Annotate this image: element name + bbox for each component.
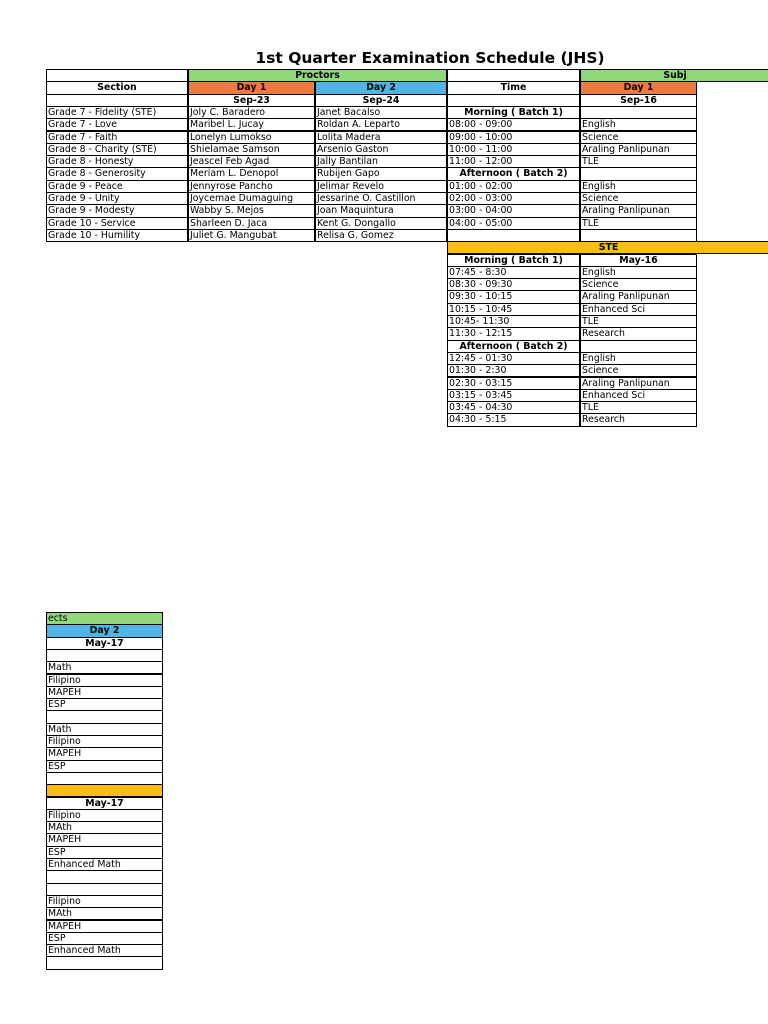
subject-day2: ESP [46,760,163,773]
time-slot: 12:45 - 01:30 [447,352,580,365]
proctor-day1-name: Juliet G. Mangubat [188,229,315,242]
time-slot: 09:30 - 10:15 [447,290,580,303]
subject-day1: Araling Panlipunan [580,204,697,217]
subject-day2: Filipino [46,674,163,687]
subject-day2-date: May-17 [46,637,163,650]
time-slot: 03:00 - 04:00 [447,204,580,217]
proctor-day2-name: Roldan A. Leparto [315,118,447,131]
proctor-day2-name: Relisa G. Gomez [315,229,447,242]
section-name: Grade 10 - Service [46,217,188,230]
proctor-day1-name: Jennyrose Pancho [188,180,315,193]
ste-subject-day2: Enhanced Math [46,858,163,871]
ste-subject-day1: English [580,266,697,279]
time-slot: 03:15 - 03:45 [447,389,580,402]
time-slot: 02:00 - 03:00 [447,192,580,205]
ste-day1-date: May-16 [580,254,697,267]
ste-subject-day1: Enhanced Sci [580,303,697,316]
ste-subject-day2 [46,956,163,969]
subject-day1: TLE [580,155,697,168]
section-name: Grade 8 - Honesty [46,155,188,168]
time-slot: 10:00 - 11:00 [447,143,580,156]
subject-day2: Math [46,661,163,674]
subject-day2: Filipino [46,735,163,748]
proctor-day1-name: Maribel L. Jucay [188,118,315,131]
subject-day1 [580,229,697,242]
section-name: Grade 7 - Love [46,118,188,131]
section-name: Grade 8 - Charity (STE) [46,143,188,156]
subject-day2: MAPEH [46,686,163,699]
page-title: 1st Quarter Examination Schedule (JHS) [255,49,605,67]
time-slot: 09:00 - 10:00 [447,131,580,144]
proctor-day2-header: Day 2 [315,81,447,94]
subject-day1: English [580,118,697,131]
time-slot: 10:45- 11:30 [447,315,580,328]
batch-header: Afternoon ( Batch 2) [447,340,580,353]
ste-subject-day1: TLE [580,401,697,414]
ste-subject-day1: TLE [580,315,697,328]
proctor-day1-name: Shielamae Samson [188,143,315,156]
ste-header-cont [46,784,163,797]
proctor-day2-name: Arsenio Gaston [315,143,447,156]
proctor-day1-name: Jeascel Feb Agad [188,155,315,168]
time-slot: 11:30 - 12:15 [447,327,580,340]
proctor-day1-name: Sharleen D. Jaca [188,217,315,230]
time-slot: 11:00 - 12:00 [447,155,580,168]
ste-subject-day1: English [580,352,697,365]
section-header: Section [46,81,188,94]
empty-cell [46,69,188,82]
subject-day1: Science [580,192,697,205]
ste-subject-day2: MAth [46,821,163,834]
ste-subject-day1: Araling Panlipunan [580,377,697,390]
time-slot: 01:00 - 02:00 [447,180,580,193]
proctor-day2-name: Joan Maquintura [315,204,447,217]
subject-day2: Math [46,723,163,736]
time-header: Time [447,81,580,94]
time-slot: 03:45 - 04:30 [447,401,580,414]
ste-subject-day2: Enhanced Math [46,944,163,957]
subject-day1: Araling Panlipunan [580,143,697,156]
ste-header: STE [447,241,768,254]
ste-subject-day2: Filipino [46,809,163,822]
proctor-day2-name: Janet Bacalso [315,106,447,119]
ste-subject-day1: Enhanced Sci [580,389,697,402]
time-slot: 08:30 - 09:30 [447,278,580,291]
subject-day2 [46,649,163,662]
subject-day1: English [580,180,697,193]
subject-day2-header: Day 2 [46,624,163,637]
ste-subject-day2: MAPEH [46,833,163,846]
ste-subject-day2 [46,870,163,883]
section-name: Grade 9 - Unity [46,192,188,205]
empty-cell [447,69,580,82]
subject-day1 [580,106,697,119]
time-slot: 04:30 - 5:15 [447,413,580,426]
ste-subject-day1: Research [580,327,697,340]
subject-day2 [46,772,163,785]
time-slot: 07:45 - 8:30 [447,266,580,279]
subject-day2 [46,710,163,723]
ste-subject-day1: Araling Panlipunan [580,290,697,303]
proctor-day1-name: Joycemae Dumaguing [188,192,315,205]
section-name: Grade 7 - Fidelity (STE) [46,106,188,119]
ste-morning-spacer: Morning ( Batch 1) [447,254,580,267]
proctor-day2-date: Sep-24 [315,94,447,107]
ste-subject-day1 [580,340,697,353]
ste-subject-day2: Filipino [46,895,163,908]
ste-subject-day2: ESP [46,846,163,859]
subject-day2: MAPEH [46,747,163,760]
proctor-day1-date: Sep-23 [188,94,315,107]
ste-subject-day1: Science [580,278,697,291]
section-name: Grade 8 - Generosity [46,167,188,180]
section-name: Grade 10 - Humility [46,229,188,242]
proctor-day1-header: Day 1 [188,81,315,94]
proctor-day1-name: Joly C. Baradero [188,106,315,119]
subject-day1-header: Day 1 [580,81,697,94]
batch-header: Afternoon ( Batch 2) [447,167,580,180]
section-name: Grade 7 - Faith [46,131,188,144]
ste-subject-day1: Science [580,364,697,377]
proctor-day2-name: Rubijen Gapo [315,167,447,180]
proctor-day1-name: Lonelyn Lumokso [188,131,315,144]
section-name: Grade 9 - Peace [46,180,188,193]
batch-header: Morning ( Batch 1) [447,106,580,119]
time-slot: 01:30 - 2:30 [447,364,580,377]
proctor-day2-name: Lolita Madera [315,131,447,144]
ste-subject-day2: MAPEH [46,920,163,933]
section-name: Grade 9 - Modesty [46,204,188,217]
time-slot: 02:30 - 03:15 [447,377,580,390]
subject-day1 [580,167,697,180]
proctor-day2-name: Jessarine O. Castillon [315,192,447,205]
subject-day1: Science [580,131,697,144]
proctor-day2-name: Jally Bantilan [315,155,447,168]
time-slot [447,229,580,242]
proctors-header: Proctors [188,69,447,82]
subjects-header-cont: ects [46,612,163,625]
subject-day2: ESP [46,698,163,711]
ste-subject-day2 [46,883,163,896]
subject-day1: TLE [580,217,697,230]
ste-subject-day2: MAth [46,907,163,920]
proctor-day2-name: Kent G. Dongallo [315,217,447,230]
proctor-day2-name: Jelimar Revelo [315,180,447,193]
ste-subject-day1: Research [580,413,697,426]
empty-cell [447,94,580,107]
subjects-header: Subj [580,69,768,82]
subject-day1-date: Sep-16 [580,94,697,107]
ste-day2-date: May-17 [46,797,163,810]
empty-cell [46,94,188,107]
time-slot: 04:00 - 05:00 [447,217,580,230]
ste-subject-day2: ESP [46,932,163,945]
time-slot: 08:00 - 09:00 [447,118,580,131]
proctor-day1-name: Meriam L. Denopol [188,167,315,180]
proctor-day1-name: Wabby S. Mejos [188,204,315,217]
time-slot: 10:15 - 10:45 [447,303,580,316]
